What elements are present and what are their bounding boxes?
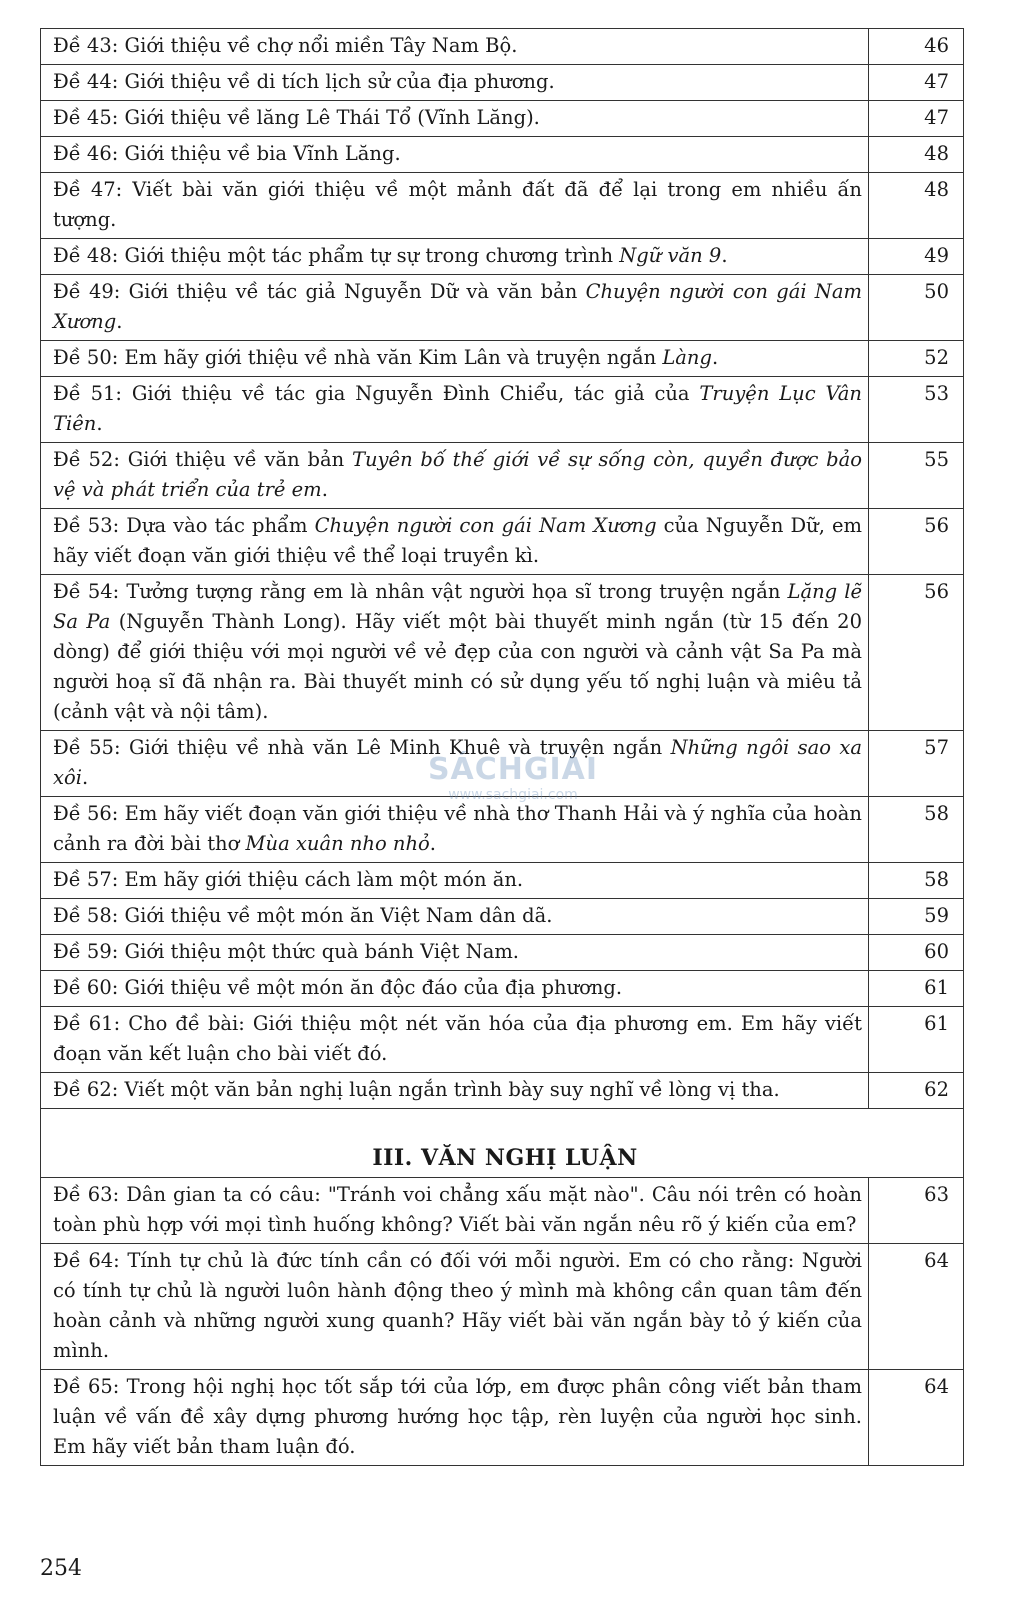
- toc-entry-title-italic: Tuyên bố thế giới về sự sống còn, quyền được bảo vệ và phát triển của trẻ em: [53, 448, 862, 501]
- toc-entry-segment: Giới thiệu một thức quà bánh Việt Nam.: [124, 940, 520, 963]
- toc-entry-text: [41, 137, 869, 173]
- toc-row: [41, 65, 964, 101]
- toc-entry-label: Đề 46:: [53, 142, 119, 165]
- toc-entry-segment: Giới thiệu về nhà văn Lê Minh Khuê và truyện ngắn: [128, 736, 671, 759]
- toc-entry-segment: Tưởng tượng rằng em là nhân vật người họa sĩ trong truyện ngắn: [126, 580, 788, 603]
- toc-entry-page: 59: [869, 899, 964, 935]
- toc-entry-text: [41, 797, 869, 863]
- toc-entry-text: [41, 971, 869, 1007]
- toc-entry-text: [41, 1244, 869, 1370]
- toc-row: [41, 101, 964, 137]
- toc-entry-text: [41, 65, 869, 101]
- toc-entry-text: [41, 1007, 869, 1073]
- toc-entry-segment: Dựa vào tác phẩm: [126, 514, 315, 537]
- toc-entry-page: 55: [869, 443, 964, 509]
- toc-entry-label: Đề 63:: [53, 1183, 120, 1206]
- toc-entry-text: [41, 101, 869, 137]
- toc-entry-label: Đề 56:: [53, 802, 119, 825]
- toc-entry-title-italic: Truyện Lục Vân Tiên: [53, 382, 862, 435]
- toc-entry-text: [41, 935, 869, 971]
- toc-entry-page: 50: [869, 275, 964, 341]
- toc-entry-title-italic: Lặng lẽ Sa Pa: [53, 580, 863, 633]
- toc-entry-segment: Viết bài văn giới thiệu về một mảnh đất đã để lại trong em nhiều ấn tượng.: [53, 178, 862, 231]
- toc-row: [41, 275, 964, 341]
- toc-entry-segment: Giới thiệu về tác gia Nguyễn Đình Chiểu, tác giả của: [131, 382, 700, 405]
- toc-entry-label: Đề 47:: [53, 178, 123, 201]
- toc-entry-segment: .: [721, 244, 728, 267]
- toc-entry-page: 46: [869, 29, 964, 65]
- toc-entry-segment: Giới thiệu về chợ nổi miền Tây Nam Bộ.: [124, 34, 518, 57]
- toc-entry-page: 61: [869, 1007, 964, 1073]
- toc-row: [41, 863, 964, 899]
- toc-section-header: [41, 1109, 964, 1178]
- toc-row: [41, 443, 964, 509]
- toc-row: [41, 1370, 964, 1466]
- toc-entry-label: Đề 44:: [53, 70, 119, 93]
- toc-entry-label: Đề 62:: [53, 1078, 119, 1101]
- toc-row: [41, 1178, 964, 1244]
- toc-entry-page: 47: [869, 65, 964, 101]
- toc-entry-segment: .: [429, 832, 436, 855]
- toc-entry-label: Đề 45:: [53, 106, 119, 129]
- toc-entry-segment: Giới thiệu một tác phẩm tự sự trong chương trình: [124, 244, 620, 267]
- toc-entry-title-italic: Làng: [662, 346, 712, 369]
- toc-entry-segment: Giới thiệu về di tích lịch sử của địa phương.: [124, 70, 555, 93]
- toc-entry-page: 57: [869, 731, 964, 797]
- toc-entry-text: [41, 1370, 869, 1466]
- toc-row: [41, 173, 964, 239]
- toc-entry-label: Đề 60:: [53, 976, 119, 999]
- toc-entry-segment: .: [321, 478, 328, 501]
- toc-section-thuyet-minh: [41, 29, 964, 1109]
- toc-entry-title-italic: Ngữ văn 9: [619, 244, 722, 267]
- toc-entry-text: [41, 575, 869, 731]
- toc-entry-title-italic: Những ngôi sao xa xôi: [53, 736, 862, 789]
- toc-entry-segment: .: [81, 766, 89, 789]
- toc-entry-segment: .: [116, 310, 123, 333]
- toc-entry-segment: (Nguyễn Thành Long). Hãy viết một bài thuyết minh ngắn (từ 15 đến 20 dòng) để giới thiệu với mọi người về vẻ đẹp của con người và cảnh vật Sa Pa mà người hoạ sĩ đã nhận ra. Bài thuyết minh có sử dụng yếu tố nghị luận và miêu tả (cảnh vật và nội tâm).: [53, 610, 862, 723]
- toc-entry-page: 58: [869, 797, 964, 863]
- toc-entry-label: Đề 58:: [53, 904, 119, 927]
- toc-entry-segment: Viết một văn bản nghị luận ngắn trình bày suy nghĩ về lòng vị tha.: [124, 1078, 780, 1101]
- toc-entry-page: 56: [869, 575, 964, 731]
- toc-row: [41, 29, 964, 65]
- toc-entry-segment: Giới thiệu về một món ăn độc đáo của địa phương.: [124, 976, 623, 999]
- toc-entry-text: [41, 173, 869, 239]
- toc-entry-label: Đề 48:: [53, 244, 119, 267]
- page-number: 254: [40, 1556, 82, 1581]
- toc-entry-page: 62: [869, 1073, 964, 1109]
- toc-entry-label: Đề 52:: [53, 448, 120, 471]
- section-row: [41, 1109, 964, 1178]
- toc-entry-segment: Giới thiệu về tác giả Nguyễn Dữ và văn bản: [128, 280, 586, 303]
- toc-entry-label: Đề 49:: [53, 280, 121, 303]
- toc-row: [41, 575, 964, 731]
- toc-entry-segment: Em hãy giới thiệu về nhà văn Kim Lân và truyện ngắn: [124, 346, 663, 369]
- toc-entry-segment: Trong hội nghị học tốt sắp tới của lớp, em được phân công viết bản tham luận về vấn đề xây dựng phương hướng học tập, rèn luyện của người học sinh. Em hãy viết bản tham luận đó.: [53, 1375, 862, 1458]
- toc-row: [41, 797, 964, 863]
- toc-entry-page: 48: [869, 173, 964, 239]
- toc-entry-page: 52: [869, 341, 964, 377]
- toc-row: [41, 377, 964, 443]
- toc-entry-segment: của Nguyễn Dữ, em hãy viết đoạn văn giới thiệu về thể loại truyền kì.: [53, 514, 862, 567]
- toc-entry-text: [41, 509, 869, 575]
- toc-entry-page: 49: [869, 239, 964, 275]
- toc-entry-text: [41, 899, 869, 935]
- toc-entry-page: 48: [869, 137, 964, 173]
- toc-entry-label: Đề 55:: [53, 736, 121, 759]
- toc-entry-segment: Tính tự chủ là đức tính cần có đối với mỗi người. Em có cho rằng: Người có tính tự chủ là người luôn hành động theo ý mình mà không cần quan tâm đến hoàn cảnh và những người xung quanh? Hãy viết bài văn ngắn bày tỏ ý kiến của mình.: [53, 1249, 862, 1362]
- toc-section-nghi-luan: [41, 1178, 964, 1466]
- toc-entry-segment: Em hãy viết đoạn văn giới thiệu về nhà thơ Thanh Hải và ý nghĩa của hoàn cảnh ra đời bài thơ: [53, 802, 862, 855]
- toc-row: [41, 971, 964, 1007]
- toc-entry-text: [41, 863, 869, 899]
- toc-entry-segment: Dân gian ta có câu: "Tránh voi chẳng xấu mặt nào". Câu nói trên có hoàn toàn phù hợp với mọi tình huống không? Viết bài văn ngắn nêu rõ ý kiến của em?: [53, 1183, 862, 1236]
- section-title: III. VĂN NGHỊ LUẬN: [41, 1109, 964, 1178]
- toc-entry-title-italic: Chuyện người con gái Nam Xương: [314, 514, 657, 537]
- toc-entry-title-italic: Chuyện người con gái Nam Xương: [53, 280, 862, 333]
- watermark-url: www.sachgiai.com: [448, 787, 578, 803]
- toc-entry-page: 61: [869, 971, 964, 1007]
- toc-entry-label: Đề 50:: [53, 346, 119, 369]
- toc-entry-label: Đề 54:: [53, 580, 120, 603]
- toc-entry-segment: Giới thiệu về bia Vĩnh Lăng.: [124, 142, 401, 165]
- toc-row: [41, 935, 964, 971]
- toc-entry-label: Đề 51:: [53, 382, 122, 405]
- toc-entry-page: 53: [869, 377, 964, 443]
- toc-entry-text: [41, 443, 869, 509]
- toc-entry-segment: Giới thiệu về văn bản: [127, 448, 352, 471]
- toc-entry-label: Đề 59:: [53, 940, 119, 963]
- toc-entry-segment: .: [711, 346, 719, 369]
- toc-row: [41, 1244, 964, 1370]
- toc-row: [41, 899, 964, 935]
- toc-entry-page: 64: [869, 1244, 964, 1370]
- toc-entry-label: Đề 65:: [53, 1375, 120, 1398]
- toc-entry-label: Đề 64:: [53, 1249, 120, 1272]
- toc-entry-text: [41, 341, 869, 377]
- toc-row: [41, 1073, 964, 1109]
- toc-entry-label: Đề 57:: [53, 868, 119, 891]
- toc-entry-page: 47: [869, 101, 964, 137]
- toc-entry-page: 63: [869, 1178, 964, 1244]
- watermark-logo: SÁCHGIẢI: [427, 752, 599, 787]
- toc-entry-text: [41, 377, 869, 443]
- toc-row: [41, 731, 964, 797]
- toc-entry-segment: Giới thiệu về một món ăn Việt Nam dân dã.: [124, 904, 553, 927]
- toc-entry-segment: Giới thiệu về lăng Lê Thái Tổ (Vĩnh Lăng).: [124, 106, 540, 129]
- toc-row: [41, 1007, 964, 1073]
- toc-entry-text: [41, 29, 869, 65]
- toc-entry-text: [41, 1073, 869, 1109]
- toc-entry-page: 58: [869, 863, 964, 899]
- toc-entry-text: [41, 731, 869, 797]
- toc-entry-segment: Cho đề bài: Giới thiệu một nét văn hóa của địa phương em. Em hãy viết đoạn văn kết luận cho bài viết đó.: [53, 1012, 862, 1065]
- toc-entry-label: Đề 43:: [53, 34, 119, 57]
- toc-entry-text: [41, 239, 869, 275]
- toc-entry-page: 64: [869, 1370, 964, 1466]
- toc-entry-segment: .: [96, 412, 103, 435]
- toc-entry-segment: Em hãy giới thiệu cách làm một món ăn.: [124, 868, 524, 891]
- toc-entry-text: [41, 1178, 869, 1244]
- toc-entry-page: 60: [869, 935, 964, 971]
- toc-entry-title-italic: Mùa xuân nho nhỏ: [245, 832, 430, 855]
- toc-row: [41, 239, 964, 275]
- toc-row: [41, 341, 964, 377]
- toc-entry-page: 56: [869, 509, 964, 575]
- toc-entry-label: Đề 61:: [53, 1012, 121, 1035]
- table-of-contents: [40, 28, 964, 1466]
- toc-row: [41, 137, 964, 173]
- toc-row: [41, 509, 964, 575]
- toc-entry-text: [41, 275, 869, 341]
- toc-entry-label: Đề 53:: [53, 514, 120, 537]
